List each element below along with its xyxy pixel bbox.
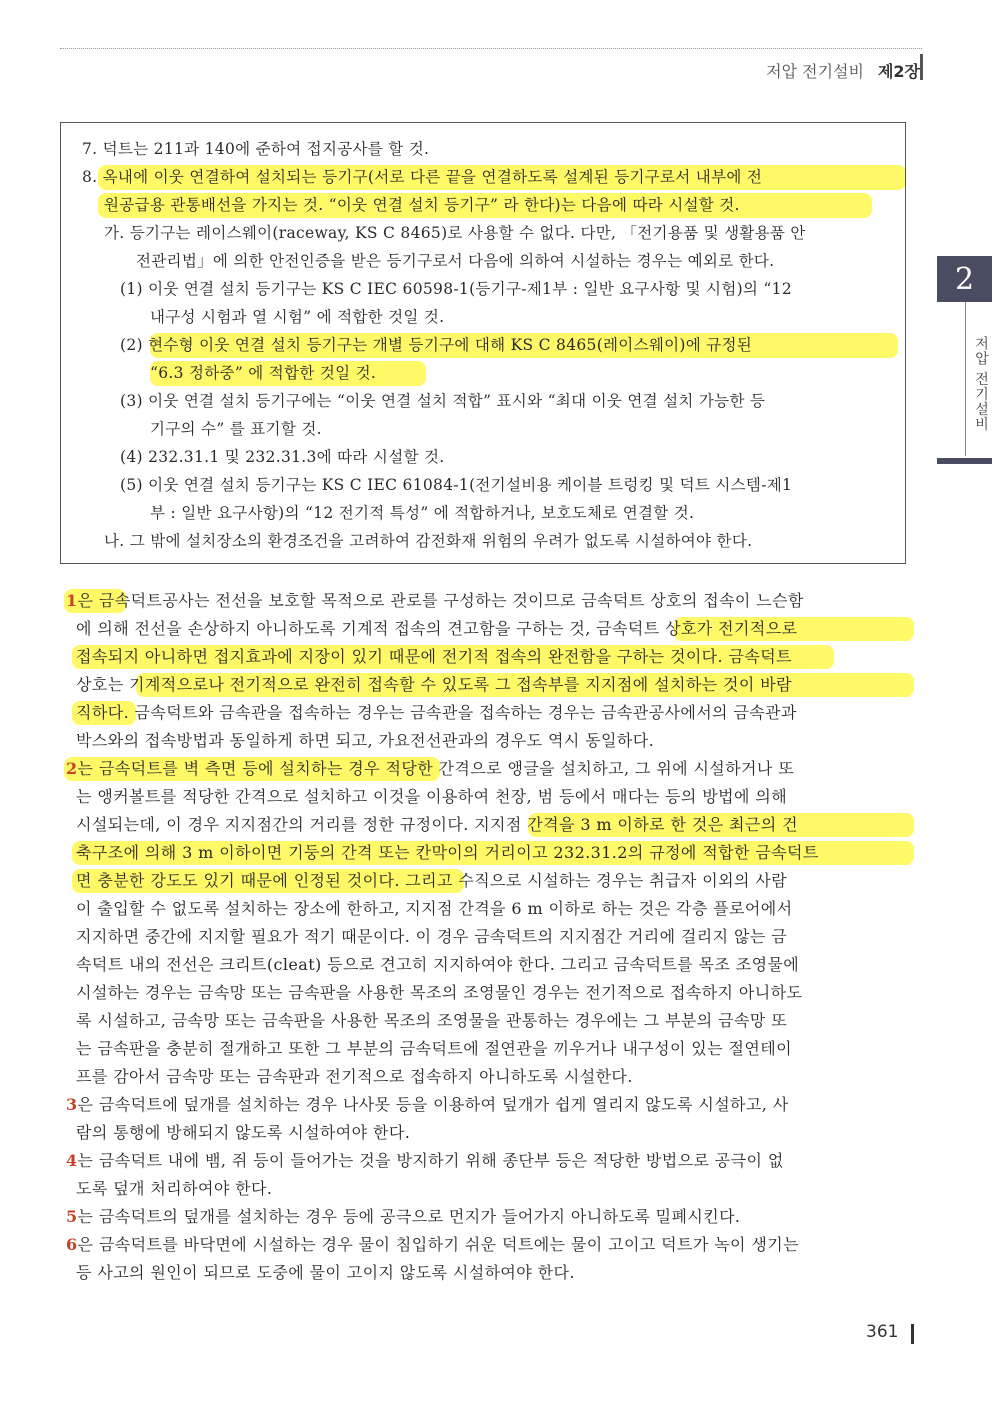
paragraph-line: 면 충분한 강도도 있기 때문에 인정된 것이다. 그리고 수직으로 시설하는 경우는 취급자 이외의 사람	[76, 871, 788, 890]
paragraph-line: 도록 덮개 처리하여야 한다.	[76, 1179, 273, 1198]
box-line: 기구의 수” 를 표기할 것.	[150, 420, 322, 438]
paragraph-line: 속덕트 내의 전선은 크리트(cleat) 등으로 견고히 지지하여야 한다. 그리고 금속덕트를 목조 조영물에	[76, 955, 800, 974]
box-line: 내구성 시험과 열 시험” 에 적합한 것일 것.	[150, 308, 445, 326]
page-number: 361	[866, 1322, 899, 1342]
box-line: (3) 이웃 연결 설치 등기구에는 “이웃 연결 설치 적합” 표시와 “최대 이웃 연결 설치 가능한 등	[120, 392, 766, 410]
page-number-bar	[911, 1324, 914, 1344]
running-header	[766, 56, 920, 84]
chapter-side-tab	[937, 256, 992, 464]
paragraph-line: 1은 금속덕트공사는 전선을 보호할 목적으로 관로를 구성하는 것이므로 금속덕트 상호의 접속이 느슨함	[66, 591, 804, 610]
box-line: “6.3 정하중” 에 적합한 것일 것.	[150, 364, 377, 382]
paragraph-line: 에 의해 전선을 손상하지 아니하도록 기계적 접속의 견고함을 구하는 것, 금속덕트 상호가 전기적으로	[76, 619, 798, 638]
paragraph-line: 이 출입할 수 없도록 설치하는 장소에 한하고, 지지점 간격을 6 m 이하로 하는 것은 각층 플로어에서	[76, 899, 793, 918]
paragraph-line: 시설하는 경우는 금속망 또는 금속판을 사용한 목조의 조영물인 경우는 전기적으로 접속하지 아니하도	[76, 983, 803, 1002]
paragraph-line: 는 금속판을 충분히 절개하고 또한 그 부분의 금속덕트에 절연관을 끼우거나 내구성이 있는 절연테이	[76, 1039, 792, 1058]
paragraph-number: 6	[66, 1235, 78, 1254]
box-line: 7. 덕트는 211과 140에 준하여 접지공사를 할 것.	[82, 140, 430, 158]
paragraph-line: 2는 금속덕트를 벽 측면 등에 설치하는 경우 적당한 간격으로 앵글을 설치하고, 그 위에 시설하거나 또	[66, 759, 795, 778]
paragraph-line: 람의 통행에 방해되지 않도록 시설하여야 한다.	[76, 1123, 411, 1142]
header-chapter: 제2장	[877, 61, 920, 81]
box-line: 원공급용 관통배선을 가지는 것. “이웃 연결 설치 등기구” 라 한다)는 다음에 따라 시설할 것.	[104, 196, 740, 214]
tab-bottom-bar	[937, 458, 992, 464]
paragraph-line: 록 시설하고, 금속망 또는 금속판을 사용한 목조의 조영물을 관통하는 경우에는 그 부분의 금속망 또	[76, 1011, 788, 1030]
box-line: 전관리법」에 의한 안전인증을 받은 등기구로서 다음에 의하여 시설하는 경우는 예외로 한다.	[136, 252, 775, 270]
box-line: (4) 232.31.1 및 232.31.3에 따라 시설할 것.	[120, 448, 445, 466]
box-line: 부 : 일반 요구사항)의 “12 전기적 특성” 에 적합하거나, 보호도체로 연결할 것.	[150, 504, 695, 522]
paragraph-line: 4는 금속덕트 내에 뱀, 쥐 등이 들어가는 것을 방지하기 위해 종단부 등은 적당한 방법으로 공극이 없	[66, 1151, 784, 1170]
chapter-tab-label: 저압 전기설비	[973, 336, 989, 432]
tab-divider	[965, 302, 966, 456]
top-dotted-rule	[60, 48, 922, 49]
box-line: 나. 그 밖에 설치장소의 환경조건을 고려하여 감전화재 위험의 우려가 없도록 시설하여야 한다.	[104, 532, 753, 550]
paragraph-line: 접속되지 아니하면 접지효과에 지장이 있기 때문에 전기적 접속의 완전함을 구하는 것이다. 금속덕트	[76, 647, 792, 666]
box-line: (1) 이웃 연결 설치 등기구는 KS C IEC 60598-1(등기구-제1부 : 일반 요구사항 및 시험)의 “12	[120, 280, 792, 298]
paragraph-number: 2	[66, 759, 78, 778]
header-bar	[920, 54, 923, 80]
paragraph-line: 시설되는데, 이 경우 지지점간의 거리를 정한 규정이다. 지지점 간격을 3 m 이하로 한 것은 최근의 건	[76, 815, 798, 834]
paragraph-number: 4	[66, 1151, 78, 1170]
box-line: (5) 이웃 연결 설치 등기구는 KS C IEC 61084-1(전기설비용 케이블 트렁킹 및 덕트 시스템-제1	[120, 476, 793, 494]
paragraph-line: 지지하면 중간에 지지할 필요가 적기 때문이다. 이 경우 금속덕트의 지지점간 거리에 걸리지 않는 금	[76, 927, 788, 946]
paragraph-line: 직하다. 금속덕트와 금속관을 접속하는 경우는 금속관을 접속하는 경우는 금속관공사에서의 금속관과	[76, 703, 797, 722]
paragraph-number: 3	[66, 1095, 78, 1114]
paragraph-line: 등 사고의 원인이 되므로 도중에 물이 고이지 않도록 시설하여야 한다.	[76, 1263, 575, 1282]
paragraph-line: 는 앵커볼트를 적당한 간격으로 설치하고 이것을 이용하여 천장, 범 등에서 매다는 등의 방법에 의해	[76, 787, 788, 806]
box-line: 가. 등기구는 레이스웨이(raceway, KS C 8465)로 사용할 수 없다. 다만, 「전기용품 및 생활용품 안	[104, 224, 806, 242]
paragraph-number: 1	[66, 591, 78, 610]
paragraph-line: 5는 금속덕트의 덮개를 설치하는 경우 등에 공극으로 먼지가 들어가지 아니하도록 밀폐시킨다.	[66, 1207, 741, 1226]
paragraph-line: 상호는 기계적으로나 전기적으로 완전히 접속할 수 있도록 그 접속부를 지지점에 설치하는 것이 바람	[76, 675, 792, 694]
paragraph-line: 3은 금속덕트에 덮개를 설치하는 경우 나사못 등을 이용하여 덮개가 쉽게 열리지 않도록 시설하고, 사	[66, 1095, 789, 1114]
chapter-number: 2	[937, 256, 992, 302]
paragraph-line: 박스와의 접속방법과 동일하게 하면 되고, 가요전선관과의 경우도 역시 동일하다.	[76, 731, 655, 750]
paragraph-number: 5	[66, 1207, 78, 1226]
paragraph-line: 프를 감아서 금속망 또는 금속판과 전기적으로 접속하지 아니하도록 시설한다.	[76, 1067, 633, 1086]
box-line: 8. 옥내에 이웃 연결하여 설치되는 등기구(서로 다른 끝을 연결하도록 설계된 등기구로서 내부에 전	[82, 168, 763, 186]
paragraph-line: 축구조에 의해 3 m 이하이면 기둥의 간격 또는 칸막이의 거리이고 232.31.2의 규정에 적합한 금속덕트	[76, 843, 819, 862]
paragraph-line: 6은 금속덕트를 바닥면에 시설하는 경우 물이 침입하기 쉬운 덕트에는 물이 고이고 덕트가 녹이 생기는	[66, 1235, 799, 1254]
box-line: (2) 현수형 이웃 연결 설치 등기구는 개별 등기구에 대해 KS C 8465(레이스웨이)에 규정된	[120, 336, 753, 354]
header-section-title: 저압 전기설비	[766, 61, 864, 81]
